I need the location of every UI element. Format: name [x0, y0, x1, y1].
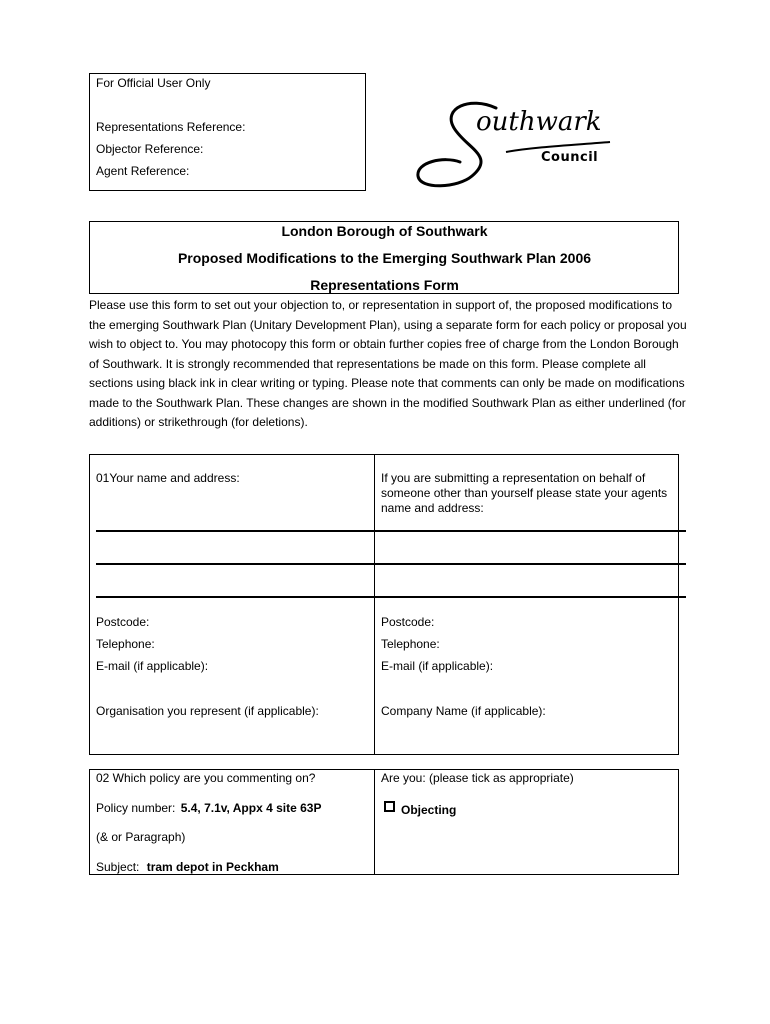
section1-left-heading: 01Your name and address: — [96, 471, 240, 485]
svg-text:outhwark: outhwark — [476, 107, 602, 137]
left-telephone-field[interactable]: Telephone: — [96, 637, 155, 651]
address-line-1[interactable] — [96, 530, 686, 532]
header-line-1: London Borough of Southwark — [281, 223, 488, 239]
tick-heading: Are you: (please tick as appropriate) — [381, 771, 574, 785]
subject-label: Subject: — [96, 860, 140, 874]
right-email-field[interactable]: E-mail (if applicable): — [381, 659, 494, 673]
representations-reference-field[interactable]: Representations Reference: — [96, 120, 246, 134]
address-line-2[interactable] — [96, 563, 686, 565]
policy-number-value[interactable]: 5.4, 7.1v, Appx 4 site 63P — [180, 801, 322, 815]
subject-value[interactable]: tram depot in Peckham — [146, 860, 279, 874]
address-line-3[interactable] — [96, 596, 686, 598]
objecting-checkbox[interactable] — [384, 801, 395, 812]
right-telephone-field[interactable]: Telephone: — [381, 637, 440, 651]
southwark-logo-swoosh-icon — [414, 90, 614, 192]
right-postcode-field[interactable]: Postcode: — [381, 615, 435, 629]
official-use-heading: For Official User Only — [96, 76, 211, 90]
left-organisation-field[interactable]: Organisation you represent (if applicable): — [96, 704, 319, 718]
page-title: Representations Form — [310, 277, 459, 293]
logo-council-text: Council — [541, 150, 599, 165]
section1-divider — [374, 454, 375, 755]
paragraph-label: (& or Paragraph) — [96, 830, 186, 844]
left-postcode-field[interactable]: Postcode: — [96, 615, 150, 629]
section2-divider — [374, 769, 375, 875]
section2-question: 02 Which policy are you commenting on? — [96, 771, 316, 785]
header-line-2: Proposed Modifications to the Emerging Southwark Plan 2006 — [177, 250, 592, 266]
objecting-label: Objecting — [401, 803, 457, 817]
official-use-box — [89, 73, 366, 191]
policy-number-row[interactable] — [96, 801, 321, 815]
southwark-council-logo — [414, 90, 614, 192]
intro-paragraph: Please use this form to set out your objection to, or representation in support of, the proposed modifications to the emerging Southwark Plan (Unitary Development Plan), using a separate form for each policy or proposal you wish to object to. You may photocopy this form or obtain further copies free of charge from the London Borough of Southwark. It is strongly recommended that representations be made on this form. Please complete all sections using black ink in clear writing or typing. Please note that comments can only be made on modifications made to the Southwark Plan. These changes are shown in the modified Southwark Plan as either underlined (for additions) or strikethrough (for deletions). — [89, 298, 687, 429]
left-email-field[interactable]: E-mail (if applicable): — [96, 659, 209, 673]
objector-reference-field[interactable]: Objector Reference: — [96, 142, 204, 156]
right-company-field[interactable]: Company Name (if applicable): — [381, 704, 546, 718]
subject-row[interactable] — [96, 860, 279, 874]
section1-right-heading: If you are submitting a representation on behalf of someone other than yourself please state your agents name and address: — [381, 471, 668, 515]
policy-number-label: Policy number: — [96, 801, 176, 815]
agent-reference-field[interactable]: Agent Reference: — [96, 164, 190, 178]
